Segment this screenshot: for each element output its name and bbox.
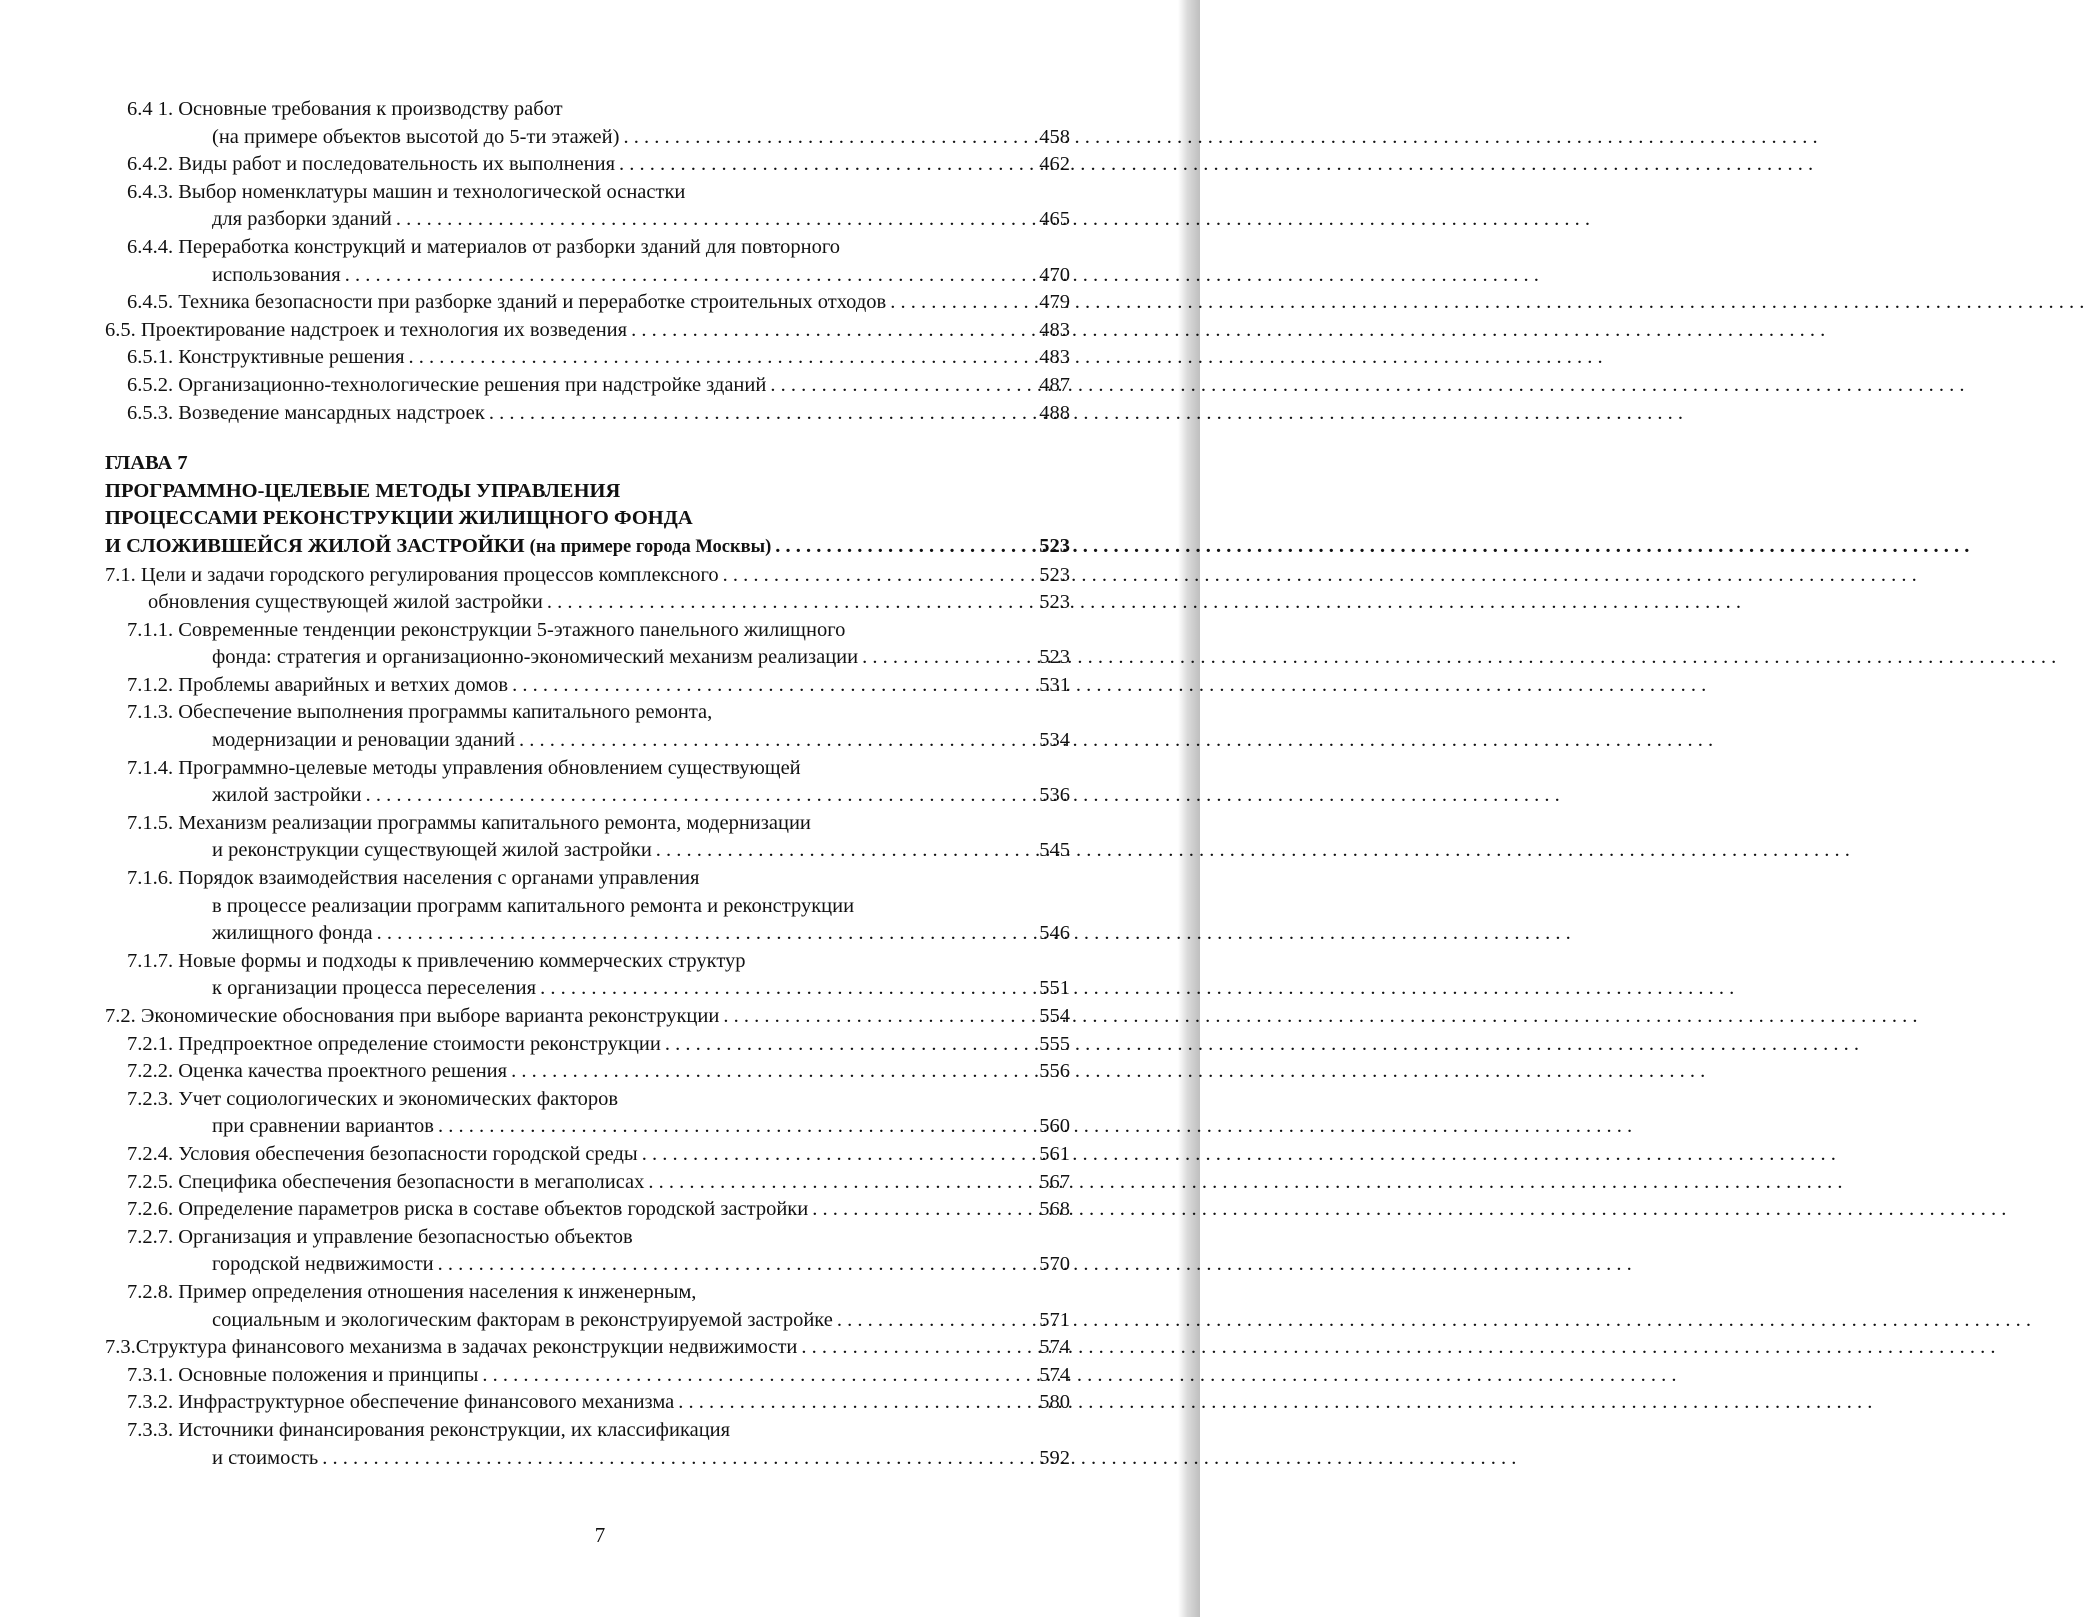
toc-page-number: 458 <box>1039 125 1070 148</box>
toc-entry <box>105 810 1070 865</box>
toc-entry-line <box>127 1389 1070 1417</box>
toc-entry-line <box>127 782 1070 810</box>
toc-entry-title: социальным и экологическим факторам в реконструируемой застройке <box>212 1308 833 1331</box>
leader-dots <box>661 1031 1039 1059</box>
toc-entry-line <box>127 1169 1070 1197</box>
toc-page-number: 555 <box>1039 1032 1070 1055</box>
toc-entry-line <box>127 400 1070 428</box>
toc-entry-title: в процессе реализации программ капитального ремонта и реконструкции <box>212 894 855 917</box>
toc-page-number: 487 <box>1039 373 1070 396</box>
toc-entry <box>105 1086 1070 1141</box>
toc-entry-title: при сравнении вариантов <box>212 1115 434 1138</box>
toc-entry <box>105 589 1070 617</box>
chapter-page-number: 523 <box>1039 534 1070 557</box>
toc-entry-title: 7.2.6. Определение параметров риска в составе объектов городской застройки <box>127 1198 809 1221</box>
toc-entry <box>105 234 1070 289</box>
toc-entry-line <box>127 1113 1070 1141</box>
toc-page-number: 545 <box>1039 839 1070 862</box>
toc-entry-title: 6.4.5. Техника безопасности при разборке зданий и переработке строительных отходов <box>127 291 887 314</box>
toc-section-7 <box>105 562 1070 1473</box>
toc-page-number: 483 <box>1039 346 1070 369</box>
toc-entry-title: 7.1. Цели и задачи городского регулирования процессов комплексного <box>105 563 719 586</box>
toc-entry-title: 6.4.4. Переработка конструкций и материалов от разборки зданий для повторного <box>127 235 841 258</box>
toc-entry <box>105 1003 1070 1031</box>
leader-dots <box>485 400 1039 428</box>
toc-page-number: 556 <box>1039 1060 1070 1083</box>
toc-entry-title: 7.2.2. Оценка качества проектного решения <box>127 1060 508 1083</box>
toc-entry-line <box>127 837 1070 865</box>
toc-page-number: 523 <box>1039 563 1070 586</box>
toc-entry <box>105 96 1070 151</box>
leader-dots <box>434 1113 1039 1141</box>
toc-entry-line <box>127 727 1070 755</box>
toc-entry-title: 7.2.7. Организация и управление безопасностью объектов <box>127 1225 633 1248</box>
toc-page-number: 479 <box>1039 291 1070 314</box>
toc-entry-title: жилищного фонда <box>212 922 373 945</box>
toc-page-number: 531 <box>1039 673 1070 696</box>
toc-page-number: 465 <box>1039 208 1070 231</box>
toc-page-number: 574 <box>1039 1336 1070 1359</box>
toc-entry-line <box>127 1362 1070 1390</box>
chapter-title-last-line <box>105 533 1070 562</box>
toc-entry-line <box>127 289 1070 317</box>
toc-entry <box>105 948 1070 1003</box>
leader-dots <box>886 289 1039 317</box>
toc-entry <box>105 400 1070 428</box>
toc-entry-line <box>127 672 1070 700</box>
leader-dots <box>808 1196 1039 1224</box>
leader-dots <box>392 206 1039 234</box>
toc-page-number: 567 <box>1039 1170 1070 1193</box>
toc-entry-line <box>127 755 1070 783</box>
chapter-title-line: ПРОЦЕССАМИ РЕКОНСТРУКЦИИ ЖИЛИЩНОГО ФОНДА <box>105 507 693 530</box>
toc-entry-title: 7.2.5. Специфика обеспечения безопасности в мегаполисах <box>127 1170 645 1193</box>
toc-entry-title: 6.5.1. Конструктивные решения <box>127 346 405 369</box>
toc-entry-line <box>127 1031 1070 1059</box>
chapter-title-note: (на примере города Москвы) <box>529 536 772 557</box>
toc-entry <box>105 372 1070 400</box>
leader-dots <box>515 727 1039 755</box>
toc-entry-line <box>127 893 1070 921</box>
toc-entry-line <box>127 810 1070 838</box>
leader-dots <box>362 782 1040 810</box>
toc-page-number: 560 <box>1039 1115 1070 1138</box>
toc-entry <box>105 1058 1070 1086</box>
toc-entry-title: 7.2.3. Учет социологических и экономических факторов <box>127 1087 619 1110</box>
toc-entry-line <box>127 234 1070 262</box>
toc-entry-title: и стоимость <box>212 1446 319 1469</box>
toc-page-number: 574 <box>1039 1363 1070 1386</box>
toc-page-number: 592 <box>1039 1446 1070 1469</box>
toc-entry-title: 7.3.2. Инфраструктурное обеспечение финансового механизма <box>127 1391 675 1414</box>
toc-entry <box>105 1196 1070 1224</box>
toc-entry-title: 7.3.1. Основные положения и принципы <box>127 1363 479 1386</box>
toc-entry-line <box>127 1086 1070 1114</box>
leader-dots <box>341 262 1040 290</box>
toc-entry-title: 7.1.4. Программно-целевые методы управления обновлением существующей <box>127 756 801 779</box>
leader-dots <box>615 151 1039 179</box>
leader-dots <box>405 344 1040 372</box>
toc-entry-title: 6.4 1. Основные требования к производству работ <box>127 98 563 120</box>
chapter-title-line: ПРОГРАММНО-ЦЕЛЕВЫЕ МЕТОДЫ УПРАВЛЕНИЯ <box>105 479 621 502</box>
toc-entry-line <box>127 1196 1070 1224</box>
toc-page-number: 483 <box>1039 318 1070 341</box>
toc-entry-title: фонда: стратегия и организационно-экономический механизм реализации <box>212 646 859 669</box>
toc-entry-title: (на примере объектов высотой до 5-ти этажей) <box>212 125 620 148</box>
toc-entry <box>105 1169 1070 1197</box>
toc-entry-line <box>127 372 1070 400</box>
leader-dots <box>674 1389 1039 1417</box>
toc-entry-line <box>127 1307 1070 1335</box>
toc-entry <box>105 865 1070 948</box>
leader-dots <box>619 124 1039 152</box>
toc-entry <box>105 1224 1070 1279</box>
toc-entry-line <box>127 617 1070 645</box>
toc-page-number: 554 <box>1039 1005 1070 1027</box>
toc-entry-title: для разборки зданий <box>212 208 392 231</box>
toc-section-6 <box>105 96 1070 427</box>
toc-entry-line <box>127 975 1070 1003</box>
toc-entry <box>105 672 1070 700</box>
page-number: 7 <box>594 1523 606 1547</box>
toc-entry-line <box>127 644 1070 672</box>
leader-dots <box>719 562 1040 590</box>
leader-dots <box>318 1445 1039 1473</box>
toc-entry-title: 6.5.2. Организационно-технологические решения при надстройке зданий <box>127 373 767 396</box>
toc-entry-title: модернизации и реновации зданий <box>212 729 515 752</box>
toc-entry-title: 7.1.1. Современные тенденции реконструкции 5-этажного панельного жилищного <box>127 618 846 641</box>
leader-dots <box>543 589 1039 617</box>
toc-entry <box>105 1389 1070 1417</box>
toc-page-number: 546 <box>1039 922 1070 945</box>
toc-entry <box>105 617 1070 672</box>
toc-entry <box>105 755 1070 810</box>
toc-entry <box>105 1031 1070 1059</box>
toc-entry <box>105 179 1070 234</box>
toc-entry <box>105 289 1070 317</box>
toc-entry-line <box>127 1417 1070 1445</box>
leader-dots <box>771 533 1039 561</box>
toc-entry-title: 7.3.3. Источники финансирования реконструкции, их классификация <box>127 1418 731 1441</box>
toc-entry-line <box>127 124 1070 152</box>
toc-page-number: 488 <box>1039 401 1070 424</box>
toc-page-number: 570 <box>1039 1253 1070 1276</box>
leader-dots <box>627 317 1039 345</box>
toc-entry-line <box>127 179 1070 207</box>
toc-entry <box>105 1141 1070 1169</box>
leader-dots <box>833 1307 1039 1335</box>
toc-page-number: 551 <box>1039 977 1070 1000</box>
toc-entry-line <box>127 344 1070 372</box>
toc-entry-title: 7.2. Экономические обоснования при выборе варианта реконструкции <box>105 1005 720 1027</box>
toc-entry-line <box>127 948 1070 976</box>
toc-entry-line <box>127 1445 1070 1473</box>
toc-entry-line <box>127 699 1070 727</box>
toc-entry-line <box>127 1279 1070 1307</box>
leader-dots <box>373 920 1040 948</box>
toc-entry <box>105 317 1070 345</box>
toc-entry-line <box>105 562 1070 590</box>
toc-entry-title: 6.5.3. Возведение мансардных надстроек <box>127 401 485 424</box>
leader-dots <box>638 1141 1040 1169</box>
toc-entry <box>105 151 1070 179</box>
toc-page-number: 470 <box>1039 263 1070 286</box>
toc-page-number: 536 <box>1039 784 1070 807</box>
leader-dots <box>652 837 1039 865</box>
toc-entry-line <box>105 1003 1070 1031</box>
toc-entry-title: 7.1.6. Порядок взаимодействия населения с органами управления <box>127 867 700 890</box>
toc-entry-title: 7.2.4. Условия обеспечения безопасности городской среды <box>127 1142 638 1165</box>
leader-dots <box>719 1003 1039 1031</box>
toc-page-number: 534 <box>1039 729 1070 752</box>
toc-entry-line <box>127 865 1070 893</box>
toc-entry-title: городской недвижимости <box>212 1253 434 1276</box>
toc-entry-title: жилой застройки <box>212 784 362 807</box>
toc-page-number: 523 <box>1039 646 1070 669</box>
toc-entry-title: и реконструкции существующей жилой застройки <box>212 839 652 862</box>
toc-page-number: 568 <box>1039 1198 1070 1221</box>
toc-entry-line <box>127 206 1070 234</box>
leader-dots <box>766 372 1039 400</box>
leader-dots <box>536 975 1039 1003</box>
leader-dots <box>644 1169 1039 1197</box>
toc-entry-title: 6.5. Проектирование надстроек и технология их возведения <box>105 318 628 341</box>
toc-entry-title: 7.3.Структура финансового механизма в задачах реконструкции недвижимости <box>105 1336 798 1359</box>
leader-dots <box>797 1334 1039 1362</box>
toc-entry-title: 7.1.2. Проблемы аварийных и ветхих домов <box>127 673 509 696</box>
toc-entry-title: к организации процесса переселения <box>212 977 537 1000</box>
toc-entry <box>105 562 1070 590</box>
toc-entry-title: 7.1.5. Механизм реализации программы капитального ремонта, модернизации <box>127 811 811 834</box>
toc-entry <box>105 1362 1070 1390</box>
toc-entry-line <box>127 262 1070 290</box>
toc-entry-title: 7.1.3. Обеспечение выполнения программы капитального ремонта, <box>127 701 713 724</box>
toc-entry-line <box>127 1141 1070 1169</box>
table-of-contents <box>105 96 1070 1472</box>
toc-entry <box>105 1334 1070 1362</box>
toc-entry-line <box>105 317 1070 345</box>
leader-dots <box>478 1362 1039 1390</box>
toc-entry-line <box>127 96 1070 124</box>
toc-entry-title: обновления существующей жилой застройки <box>148 591 543 614</box>
toc-entry <box>105 699 1070 754</box>
chapter-7-heading <box>105 450 1070 561</box>
toc-page-number: 580 <box>1039 1391 1070 1414</box>
toc-page-number: 571 <box>1039 1308 1070 1331</box>
toc-entry-title: 7.1.7. Новые формы и подходы к привлечению коммерческих структур <box>127 949 746 972</box>
toc-entry-title: 7.2.8. Пример определения отношения населения к инженерным, <box>127 1280 697 1303</box>
toc-entry-title: 6.4.3. Выбор номенклатуры машин и технологической оснастки <box>127 180 686 203</box>
leader-dots <box>507 1058 1039 1086</box>
leader-dots <box>434 1251 1040 1279</box>
leader-dots <box>508 672 1039 700</box>
chapter-label: ГЛАВА 7 <box>105 452 188 475</box>
chapter-title-line: И СЛОЖИВШЕЙСЯ ЖИЛОЙ ЗАСТРОЙКИ <box>105 534 525 557</box>
leader-dots <box>858 644 1039 672</box>
toc-entry-line <box>127 920 1070 948</box>
toc-page-number: 561 <box>1039 1142 1070 1165</box>
toc-entry-title: 6.4.2. Виды работ и последовательность их выполнения <box>127 153 616 176</box>
toc-entry <box>105 344 1070 372</box>
toc-entry-line <box>105 589 1070 617</box>
toc-page-number: 462 <box>1039 153 1070 176</box>
toc-entry <box>105 1279 1070 1334</box>
toc-entry-line <box>127 1224 1070 1252</box>
toc-page-number: 523 <box>1039 591 1070 614</box>
toc-entry-title: использования <box>212 263 341 286</box>
toc-entry-title: 7.2.1. Предпроектное определение стоимости реконструкции <box>127 1032 661 1055</box>
toc-entry <box>105 1417 1070 1472</box>
toc-entry-line <box>105 1334 1070 1362</box>
toc-entry-line <box>127 1251 1070 1279</box>
toc-entry-line <box>127 151 1070 179</box>
toc-entry-line <box>127 1058 1070 1086</box>
